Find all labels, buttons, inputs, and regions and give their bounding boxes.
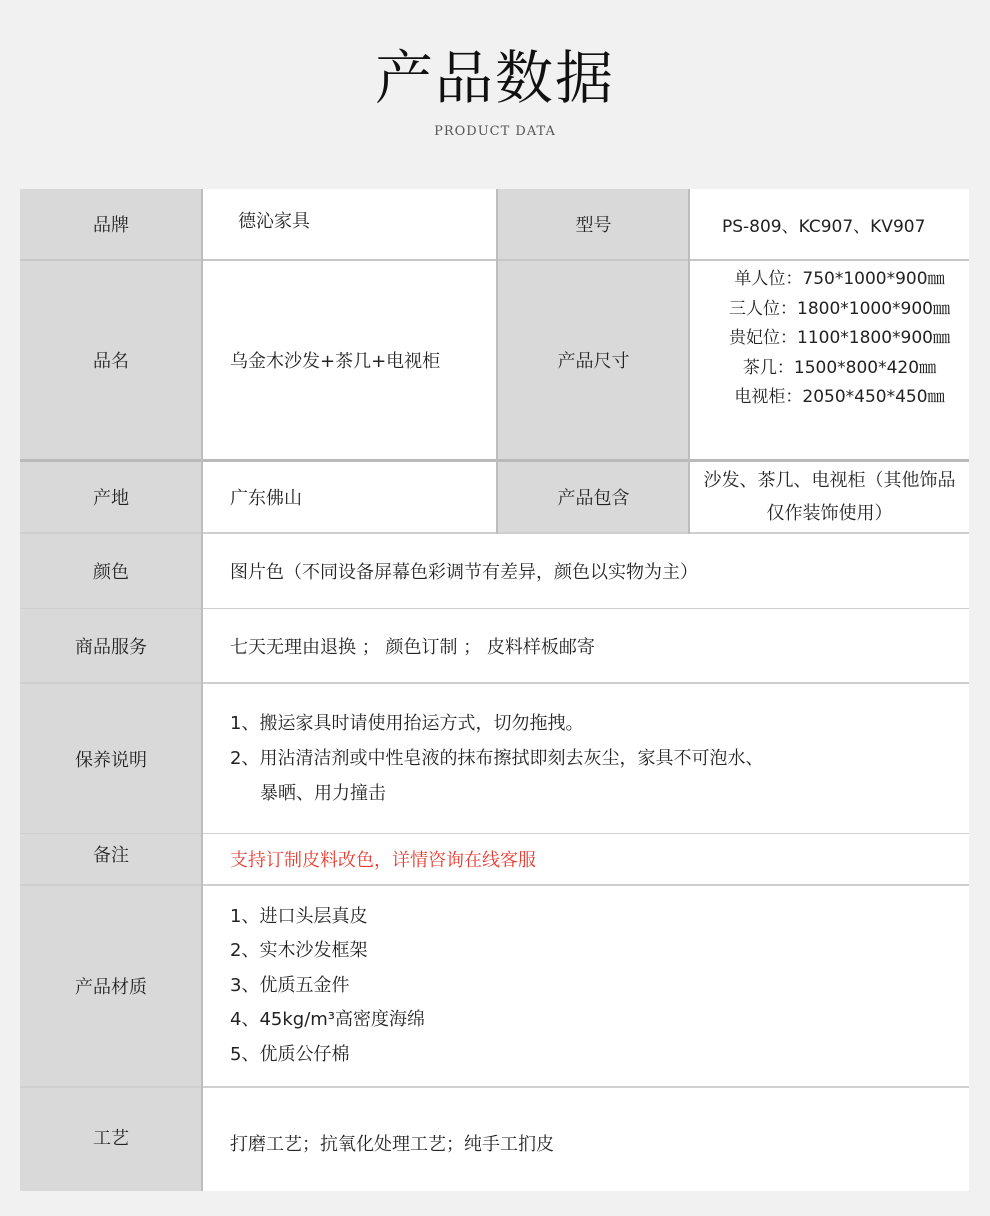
- row-divider: [20, 259, 969, 261]
- care-line: 1、搬运家具时请使用抬运方式，切勿拖拽。: [230, 713, 584, 734]
- brand-label: 品牌: [20, 189, 202, 259]
- material-item: 2、实木沙发框架: [230, 940, 368, 962]
- care-label: 保养说明: [20, 684, 202, 833]
- size-item: 贵妃位：1100*1800*900㎜: [729, 328, 950, 348]
- size-label: 产品尺寸: [498, 261, 689, 459]
- column-divider: [688, 189, 690, 534]
- model-value: PS-809、KC907、KV907: [690, 189, 969, 259]
- package-line: 沙发、茶几、电视柜（其他饰品: [703, 470, 956, 491]
- page-header: [0, 0, 990, 190]
- size-item: 三人位：1800*1000*900㎜: [729, 298, 950, 319]
- package-value: [690, 462, 969, 532]
- material-item: 5、优质公仔棉: [230, 1043, 350, 1065]
- column-divider: [496, 189, 498, 534]
- product-data-table: [20, 189, 969, 1191]
- name-label: 品名: [20, 261, 202, 459]
- color-value: 图片色（不同设备屏幕色彩调节有差异，颜色以实物为主）: [203, 534, 969, 608]
- page-title: 产品数据: [374, 44, 615, 112]
- color-label: 颜色: [20, 534, 202, 608]
- service-value: 七天无理由退换 ； 颜色订制 ； 皮料样板邮寄: [203, 609, 969, 682]
- row-divider: [20, 833, 969, 834]
- row-divider: [20, 884, 969, 886]
- page-subtitle: PRODUCT DATA: [434, 124, 556, 139]
- size-item: 茶几：1500*800*420㎜: [742, 357, 937, 378]
- size-item: 单人位：750*1000*900㎜: [734, 269, 945, 289]
- row-divider: [20, 682, 969, 684]
- material-label: 产品材质: [20, 886, 202, 1086]
- service-label: 商品服务: [20, 609, 202, 682]
- care-line: 暴晒、用力撞击: [260, 783, 386, 804]
- craft-label: 工艺: [20, 1088, 202, 1191]
- material-item: 4、45kg/m³高密度海绵: [230, 1009, 426, 1031]
- package-line: 仅作装饰使用）: [766, 503, 893, 524]
- size-list: [690, 261, 969, 459]
- material-item: 1、进口头层真皮: [230, 905, 368, 927]
- name-value: 乌金木沙发+茶几+电视柜: [203, 261, 497, 459]
- care-value: [203, 684, 969, 833]
- package-label: 产品包含: [498, 462, 689, 532]
- model-label: 型号: [498, 189, 689, 259]
- row-divider: [20, 459, 969, 462]
- column-divider: [201, 189, 203, 1191]
- material-list: [203, 886, 969, 1086]
- origin-value: 广东佛山: [203, 462, 497, 532]
- note-value: 支持订制皮料改色，详情咨询在线客服: [203, 834, 969, 884]
- care-line: 2、用沾清洁剂或中性皂液的抹布擦拭即刻去灰尘，家具不可泡水、: [230, 748, 764, 769]
- material-item: 3、优质五金件: [230, 974, 350, 996]
- brand-value: 德沁家具: [203, 189, 497, 259]
- origin-label: 产地: [20, 462, 202, 532]
- note-label: 备注: [20, 834, 202, 884]
- row-divider: [20, 532, 969, 534]
- row-divider: [20, 1086, 969, 1088]
- row-divider: [20, 608, 969, 609]
- size-item: 电视柜：2050*450*450㎜: [734, 387, 945, 407]
- craft-value: 打磨工艺；抗氧化处理工艺；纯手工扪皮: [203, 1088, 969, 1191]
